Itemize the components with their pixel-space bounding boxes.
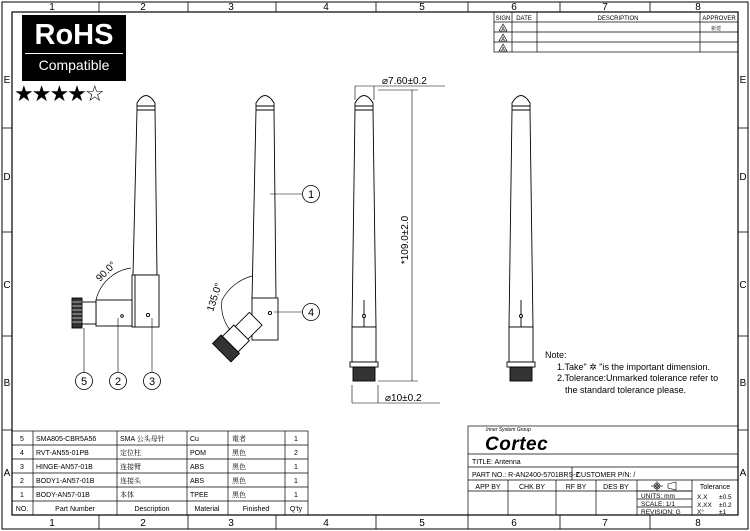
row-label-right-d: D — [739, 172, 747, 183]
col-label-top-8: 8 — [695, 2, 701, 13]
bom-r2-desc: 连接头 — [120, 478, 141, 485]
bom-r2-finished: 黑色 — [232, 478, 246, 485]
bom-r1-qty: 1 — [294, 492, 298, 499]
row-label-left-a: A — [3, 468, 11, 479]
row-label-left-d: D — [3, 172, 11, 183]
bom-r4-no: 4 — [20, 450, 24, 457]
col-label-bottom-2: 2 — [140, 518, 146, 529]
tb-tol1-label: X.X — [697, 494, 708, 501]
bom-r1-desc: 本体 — [120, 492, 134, 499]
bom-r5-part: SMA805-CBR5A56 — [36, 436, 97, 443]
tb-tolerance-title: Tolerance — [699, 484, 731, 491]
col-label-top-6: 6 — [511, 2, 517, 13]
tb-tol3-label: X° — [697, 509, 704, 516]
rev-header-approver: APPROVER — [702, 16, 736, 22]
bom-r2-no: 2 — [20, 478, 24, 485]
title-block-text — [472, 459, 732, 516]
bom-r4-qty: 2 — [294, 450, 298, 457]
bom-r1-finished: 黑色 — [232, 492, 246, 499]
rev-approver-value: 新建 — [711, 26, 722, 32]
row-label-left-e: E — [3, 75, 11, 86]
company-logo: Cortec — [485, 434, 549, 455]
tb-tol2-val: ±0.2 — [719, 502, 732, 509]
col-label-top-3: 3 — [228, 2, 234, 13]
bom-r4-material: POM — [190, 450, 206, 457]
tb-customer-pn: CUSTOMER P/N: / — [576, 472, 636, 479]
col-label-bottom-1: 1 — [49, 518, 55, 529]
bom-r3-no: 3 — [20, 464, 24, 471]
tb-revision: REVISION: G — [641, 509, 681, 516]
company-subtitle: Inner System Group — [486, 427, 531, 433]
row-label-left-b: B — [3, 378, 11, 389]
row-label-right-c: C — [739, 280, 747, 291]
bom-r4-part: RVT-AN55-01PB — [36, 450, 89, 457]
bom-r5-material: Cu — [190, 436, 199, 443]
rohs-title: RoHS — [34, 19, 114, 51]
antenna-view-4 — [507, 96, 535, 382]
bom-header-no: NO. — [15, 506, 29, 513]
tb-app-by: APP BY — [475, 484, 501, 491]
bom-r2-part: BODY1-AN57-01B — [36, 478, 95, 485]
dim-bottom-label: ⌀10±0.2 — [385, 393, 422, 404]
rohs-subtitle: Compatible — [25, 53, 123, 76]
row-label-right-e: E — [739, 75, 747, 86]
callout-4: 4 — [307, 307, 315, 319]
bom-header-qty: Q'ty — [289, 506, 303, 513]
tb-title: TITLE: Antenna — [472, 459, 521, 466]
bom-r5-desc: SMA 公头母针 — [120, 436, 165, 443]
rev-header-description: DESCRIPTION — [597, 16, 639, 22]
tb-part-no: PART NO.: R-AN2400-5701BRS-Z — [472, 472, 580, 479]
tb-rf-by: RF BY — [565, 484, 587, 491]
bom-r5-no: 5 — [20, 436, 24, 443]
note-title: Note: — [545, 350, 567, 360]
rev-sign-1: A — [501, 26, 505, 33]
angle-135-label: 135.0° — [205, 281, 225, 313]
col-label-top-1: 1 — [49, 2, 55, 13]
callout-numbers — [81, 189, 314, 388]
note-line-3: the standard tolerance please. — [565, 384, 687, 395]
bom-r5-finished: 電者 — [232, 436, 246, 443]
tb-tol1-val: ±0.5 — [719, 494, 732, 501]
tb-scale: SCALE: 1/1 — [641, 501, 675, 508]
row-label-left-c: C — [3, 280, 11, 291]
row-label-right-b: B — [739, 378, 747, 389]
col-label-bottom-7: 7 — [602, 518, 608, 529]
bom-r5-qty: 1 — [294, 436, 298, 443]
rev-sign-2: A — [501, 36, 505, 43]
col-label-bottom-3: 3 — [228, 518, 234, 529]
bom-table — [12, 431, 308, 515]
bom-r3-qty: 1 — [294, 464, 298, 471]
rohs-badge — [22, 15, 126, 81]
bom-r2-qty: 1 — [294, 478, 298, 485]
rev-sign-3: A — [501, 46, 505, 53]
bom-header-finished: Finished — [242, 506, 270, 513]
bom-header-part: Part Number — [55, 506, 95, 513]
gdt-symbol — [651, 481, 676, 491]
col-label-bottom-6: 6 — [511, 518, 517, 529]
callout-1: 1 — [307, 189, 315, 201]
col-label-top-7: 7 — [602, 2, 608, 13]
bom-r3-part: HINGE-AN57-01B — [36, 464, 93, 471]
callout-circles — [76, 186, 320, 390]
rev-header-date: DATE — [516, 16, 532, 22]
tb-des-by: DES BY — [603, 484, 629, 491]
bom-r4-desc: 定位柱 — [120, 450, 141, 457]
col-label-top-5: 5 — [419, 2, 425, 13]
antenna-view-1 — [72, 96, 159, 329]
bom-r1-part: BODY-AN57-01B — [36, 492, 90, 499]
bom-header-desc: Description — [134, 506, 170, 513]
col-label-bottom-8: 8 — [695, 518, 701, 529]
col-label-top-4: 4 — [323, 2, 329, 13]
dim-length-label: *109.0±2.0 — [400, 215, 411, 265]
bom-r1-no: 1 — [20, 492, 24, 499]
bom-r2-material: ABS — [190, 478, 205, 485]
col-label-bottom-5: 5 — [419, 518, 425, 529]
antenna-view-3 — [350, 96, 378, 382]
bom-r1-material: TPEE — [190, 492, 209, 499]
dim-top-label: ⌀7.60±0.2 — [382, 76, 427, 87]
tb-tol2-label: X.XX — [697, 502, 712, 509]
note-line-2: 2.Tolerance:Unmarked tolerance refer to — [557, 373, 719, 383]
tb-tol3-val: ±1 — [719, 509, 727, 516]
tb-chk-by: CHK BY — [518, 484, 546, 491]
callout-3: 3 — [148, 376, 156, 388]
bom-r3-desc: 连接臂 — [120, 464, 141, 471]
bom-header-material: Material — [194, 506, 220, 513]
col-label-bottom-4: 4 — [323, 518, 329, 529]
callout-2: 2 — [114, 376, 122, 388]
rev-header-sign: SIGN — [495, 16, 511, 22]
drawing-note — [545, 350, 718, 396]
angle-90-label: 90.0° — [94, 259, 119, 285]
bom-r3-material: ABS — [190, 464, 205, 471]
bom-r4-finished: 黑色 — [232, 450, 246, 457]
callout-5: 5 — [80, 376, 88, 388]
col-label-top-2: 2 — [140, 2, 146, 13]
rating-stars-icon: ★★★★☆ — [14, 82, 103, 107]
antenna-view-2 — [213, 96, 278, 362]
tb-units: UNITS: mm — [641, 493, 675, 500]
note-line-1: 1.Take" ✲ "is the important dimension. — [557, 361, 710, 372]
bom-r3-finished: 黑色 — [232, 464, 246, 471]
row-label-right-a: A — [739, 468, 747, 479]
